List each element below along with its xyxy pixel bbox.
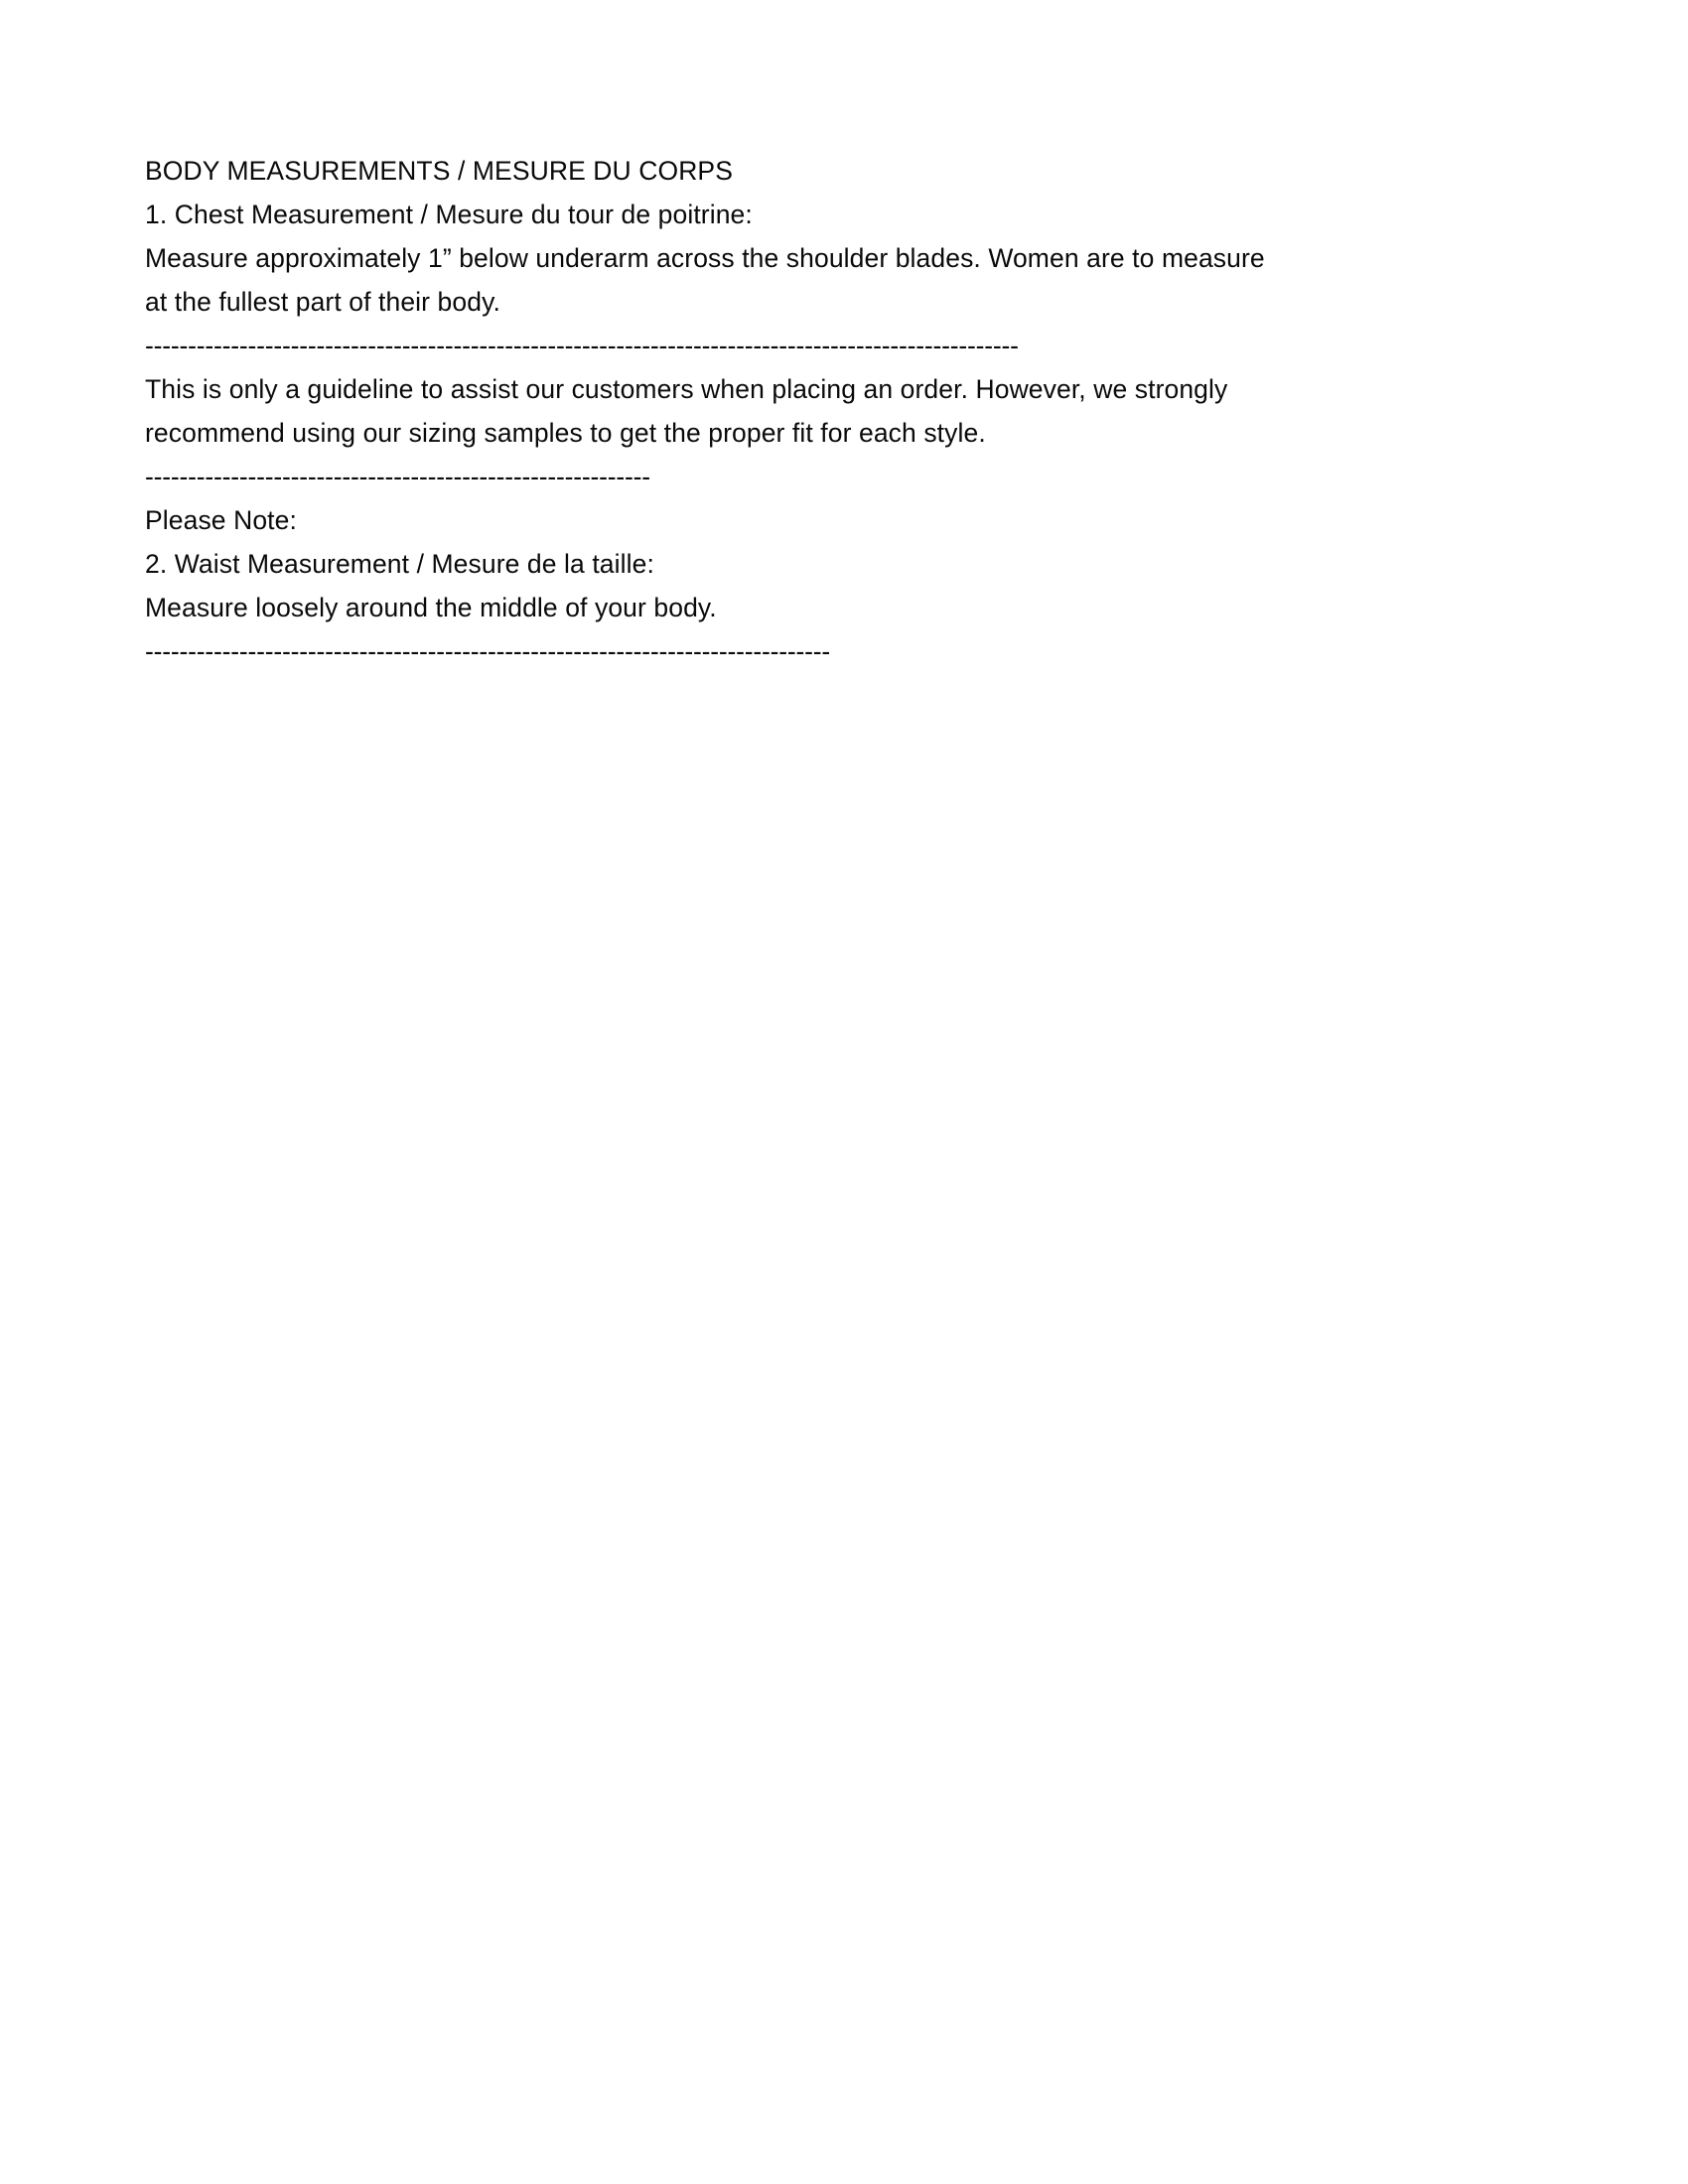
chest-measurement-text: Measure approximately 1” below underarm across the shoulder blades. Women are to measure at the fullest part of their body. <box>145 243 1265 317</box>
waist-measurement-label: 2. Waist Measurement / Mesure de la taille: <box>145 549 654 579</box>
divider-3: -------------------------------------------------------------------------------- <box>145 636 830 666</box>
divider-2: ----------------------------------------------------------- <box>145 462 650 491</box>
chest-measurement-label: 1. Chest Measurement / Mesure du tour de poitrine: <box>145 200 753 229</box>
guideline-text: This is only a guideline to assist our customers when placing an order. However, we strongly recommend using our sizing samples to get the proper fit for each style. <box>145 374 1228 448</box>
document-heading: BODY MEASUREMENTS / MESURE DU CORPS <box>145 156 733 186</box>
document-body <box>145 149 1436 673</box>
please-note-label: Please Note: <box>145 505 297 535</box>
divider-1: ------------------------------------------------------------------------------------------------------ <box>145 331 1019 360</box>
waist-measurement-text: Measure loosely around the middle of your body. <box>145 593 717 622</box>
